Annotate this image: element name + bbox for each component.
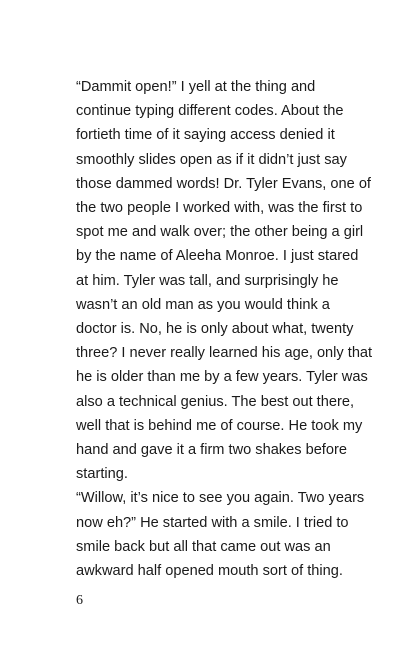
text-line: smoothly slides open as if it didn’t just say	[76, 151, 347, 168]
text-line: fortieth time of it saying access denied it	[76, 127, 335, 144]
text-line: he is older than me by a few years. Tyler was	[76, 369, 368, 386]
text-line: starting.	[76, 466, 128, 483]
text-line: the two people I worked with, was the first to	[76, 200, 363, 217]
text-line: now eh?” He started with a smile. I tried to	[76, 514, 349, 531]
text-line: wasn’t an old man as you would think a	[76, 296, 330, 313]
text-line: doctor is. No, he is only about what, twenty	[76, 321, 354, 338]
text-line: hand and gave it a firm two shakes before	[76, 442, 347, 459]
text-line: by the name of Aleeha Monroe. I just stared	[76, 248, 359, 265]
text-line: spot me and walk over; the other being a girl	[76, 224, 364, 241]
text-line: well that is behind me of course. He took my	[76, 417, 363, 434]
text-line: at him. Tyler was tall, and surprisingly he	[76, 272, 339, 289]
text-line: those dammed words! Dr. Tyler Evans, one of	[76, 175, 371, 192]
page-number: 6	[76, 593, 83, 608]
text-line: continue typing different codes. About the	[76, 103, 344, 120]
body-text	[76, 75, 376, 583]
text-line: awkward half opened mouth sort of thing.	[76, 563, 343, 580]
text-line: “Dammit open!” I yell at the thing and	[76, 79, 316, 95]
text-line: three? I never really learned his age, only that	[76, 345, 373, 362]
text-line: “Willow, it’s nice to see you again. Two years	[76, 490, 365, 507]
text-line: smile back but all that came out was an	[76, 538, 331, 555]
text-line: also a technical genius. The best out there,	[76, 393, 355, 410]
